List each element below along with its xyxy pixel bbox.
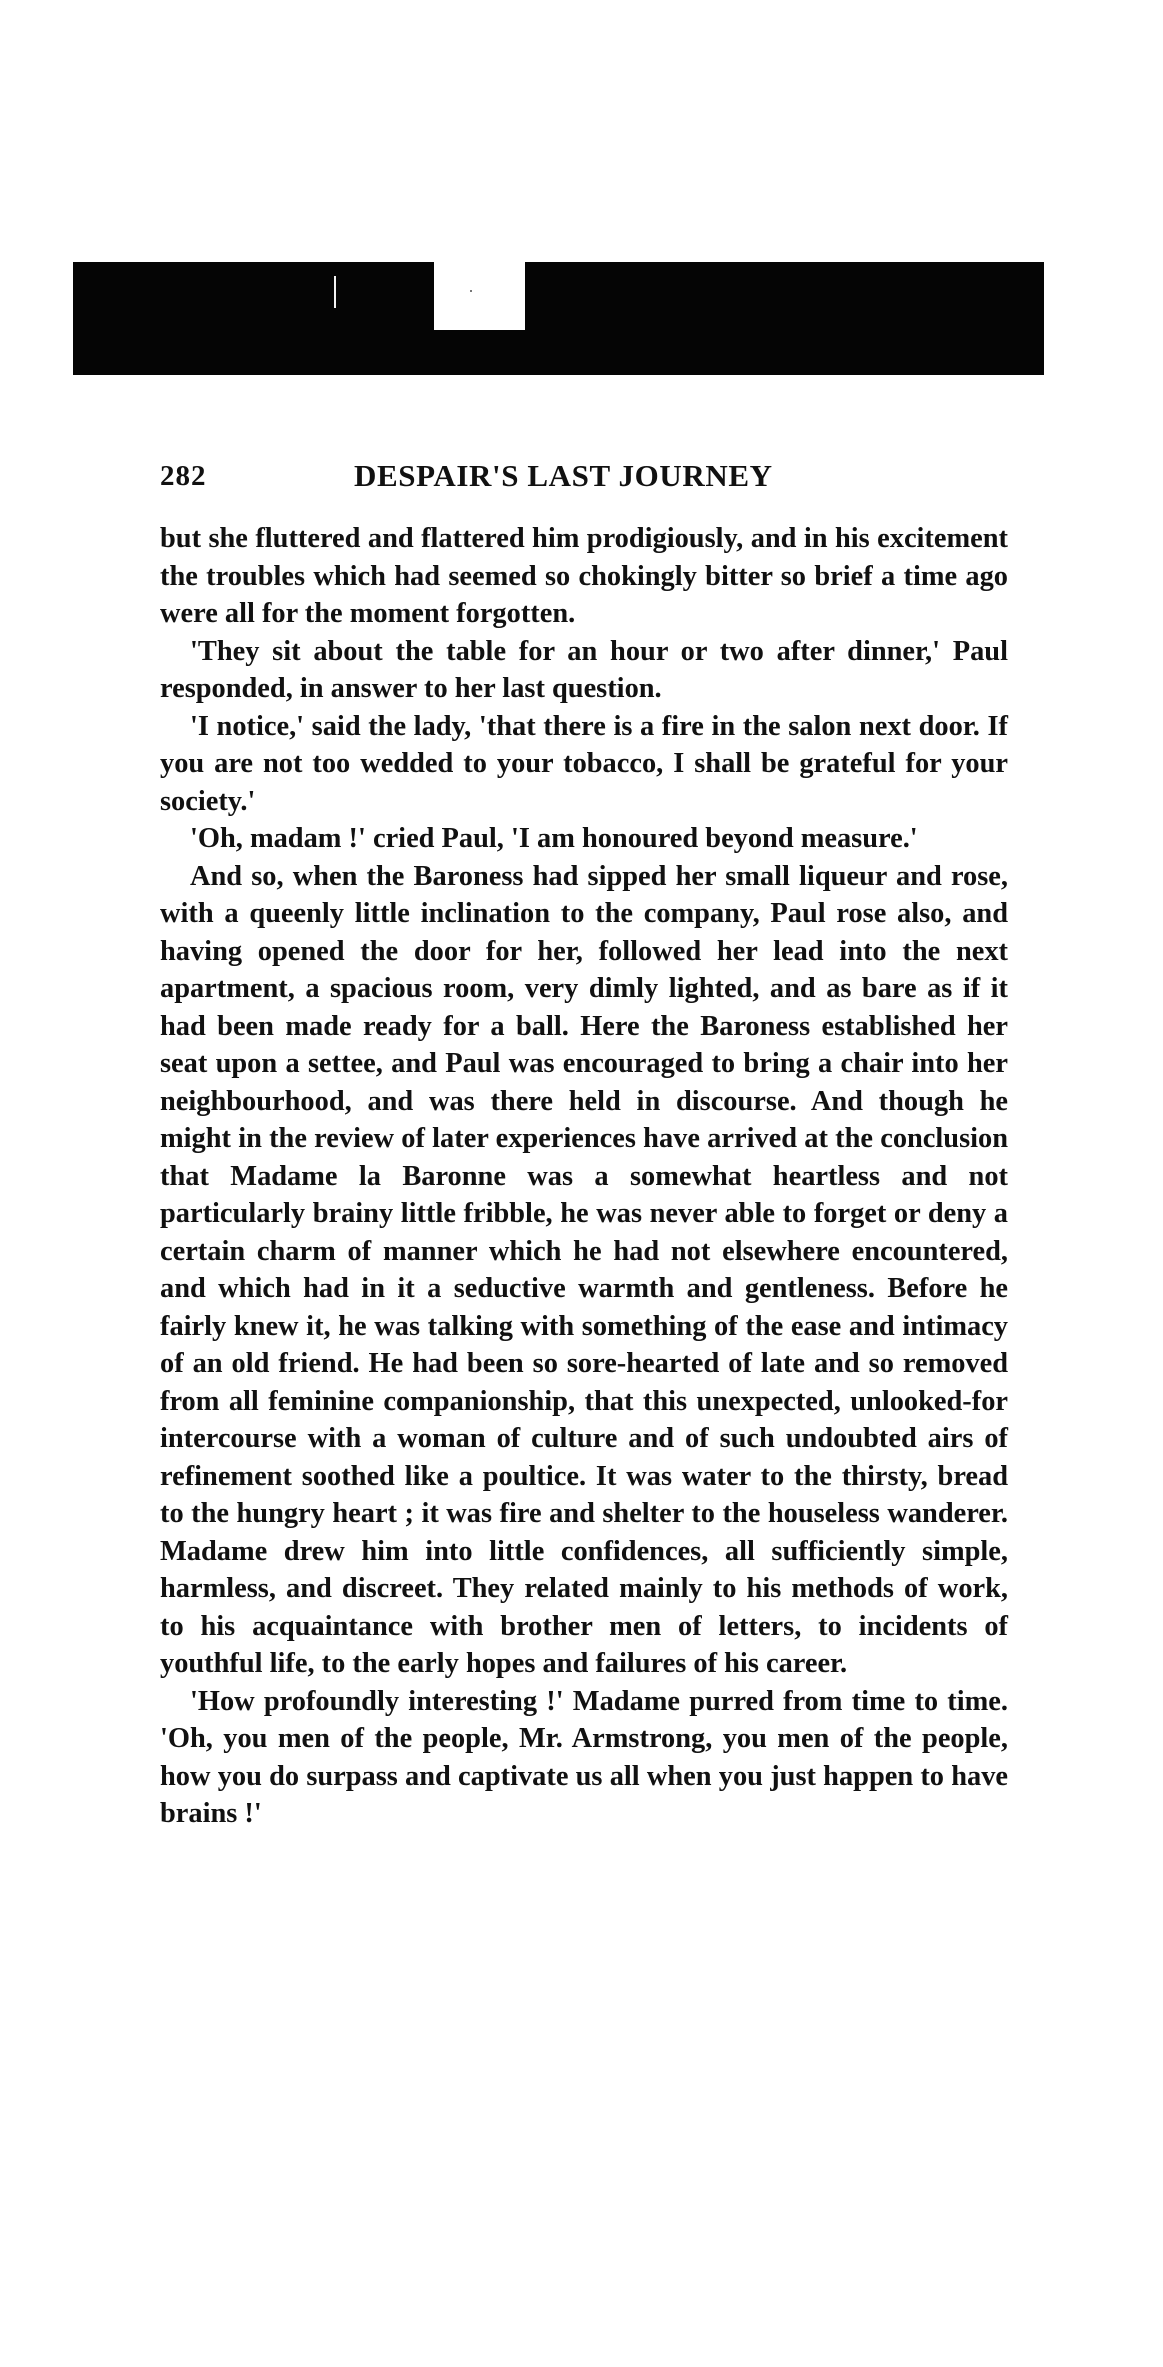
scan-mark: [334, 276, 336, 308]
page-number: 282: [160, 460, 207, 492]
paragraph: 'They sit about the table for an hour or two after dinner,' Paul responded, in answer to her last question.: [160, 635, 1008, 704]
scan-black-bar: [73, 262, 1044, 375]
running-title: DESPAIR'S LAST JOURNEY: [354, 458, 773, 493]
running-head: [160, 452, 1008, 500]
scan-notch: [434, 262, 525, 330]
paragraph: And so, when the Baroness had sipped her small liqueur and rose, with a queenly little inclination to the company, Paul rose also, and having opened the door for her, followed her lead into the next apartment, a spacious room, very dimly lighted, and as bare as if it had been made ready for a ball. Here the Baroness established her seat upon a settee, and Paul was encouraged to bring a chair into her neighbourhood, and was there held in discourse. And though he might in the review of later experiences have arrived at the conclusion that Madame la Baronne was a somewhat heartless and not particularly brainy little fribble, he was never able to forget or deny a certain charm of manner which he had not elsewhere encountered, and which had in it a seductive warmth and gentleness. Before he fairly knew it, he was talking with something of the ease and intimacy of an old friend. He had been so sore-hearted of late and so removed from all feminine companionship, that this unexpected, unlooked-for intercourse with a woman of culture and of such undoubted airs of refinement soothed like a poultice. It was water to the thirsty, bread to the hungry heart ; it was fire and shelter to the houseless wanderer. Madame drew him into little confidences, all sufficiently simple, harmless, and discreet. They related mainly to his methods of work, to his acquaintance with brother men of letters, to incidents of youthful life, to the early hopes and failures of his career.: [160, 860, 1008, 1679]
paragraph: 'Oh, madam !' cried Paul, 'I am honoured beyond measure.': [190, 823, 918, 854]
paragraph: 'How profoundly interesting !' Madame purred from time to time. 'Oh, you men of the people, Mr. Armstrong, you men of the people, how you do surpass and captivate us all when you just happen to have brains !': [160, 1685, 1008, 1829]
body-text: [160, 520, 1008, 1833]
paragraph: 'I notice,' said the lady, 'that there is a fire in the salon next door. If you are not too wedded to your tobacco, I shall be grateful for your society.': [160, 710, 1008, 817]
book-page: [160, 452, 1008, 1833]
scan-speck: [470, 290, 472, 292]
paragraph: but she fluttered and flattered him prodigiously, and in his excitement the troubles which had seemed so chokingly bitter so brief a time ago were all for the moment forgotten.: [160, 523, 1008, 629]
